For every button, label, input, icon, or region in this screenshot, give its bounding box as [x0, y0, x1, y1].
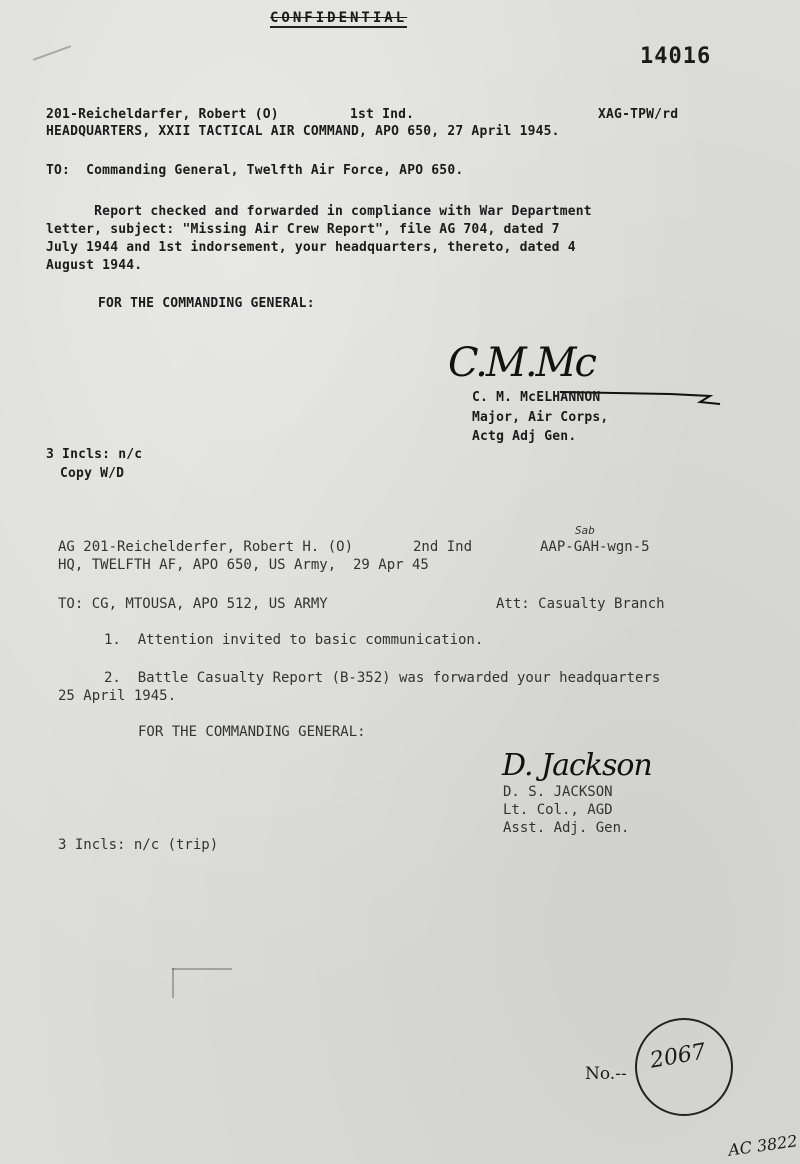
scuff-mark [33, 45, 71, 61]
first-ind-ref: 201-Reicheldarfer, Robert (O) [46, 107, 279, 122]
second-ind-label: 2nd Ind [413, 539, 473, 555]
document-number: 14016 [640, 44, 712, 69]
second-ind-signer-title: Asst. Adj. Gen. [503, 820, 630, 836]
second-ind-office-annotation: Sab [575, 524, 595, 537]
stamp-prefix: No.-- [585, 1064, 627, 1084]
second-ind-att: Att: Casualty Branch [496, 596, 665, 612]
second-ind-office-code: AAP-GAH-wgn-5 [540, 539, 650, 555]
second-ind-headquarters: HQ, TWELFTH AF, APO 650, US Army, 29 Apr 45 [58, 557, 429, 573]
first-ind-signer-name: C. M. McELHANNON [472, 390, 601, 405]
stamp-number: 2067 [648, 1039, 708, 1074]
first-ind-signer-title: Actg Adj Gen. [472, 429, 577, 444]
first-ind-for-line: FOR THE COMMANDING GENERAL: [98, 296, 315, 311]
first-ind-body-line: Report checked and forwarded in compliance with War Department [46, 204, 592, 219]
second-ind-signer-name: D. S. JACKSON [503, 784, 613, 800]
second-ind-for-line: FOR THE COMMANDING GENERAL: [138, 724, 366, 740]
scuff-mark [172, 968, 232, 970]
first-ind-to: TO: Commanding General, Twelfth Air Force, APO 650. [46, 163, 464, 178]
corner-note: AC 3822 [727, 1131, 799, 1160]
first-ind-body-line: August 1944. [46, 258, 143, 273]
first-ind-label: 1st Ind. [350, 107, 415, 122]
second-ind-ref: AG 201-Reichelderfer, Robert H. (O) [58, 539, 354, 555]
first-ind-signer-rank: Major, Air Corps, [472, 410, 609, 425]
second-ind-item-2: 2. Battle Casualty Report (B-352) was forwarded your headquarters [104, 670, 661, 686]
first-ind-office-code: XAG-TPW/rd [598, 107, 679, 122]
scuff-mark [172, 968, 174, 998]
first-ind-body-line: letter, subject: "Missing Air Crew Report", file AG 704, dated 7 [46, 222, 560, 237]
first-ind-body-line: July 1944 and 1st indorsement, your headquarters, thereto, dated 4 [46, 240, 576, 255]
second-ind-item-1: 1. Attention invited to basic communication. [104, 632, 484, 648]
second-ind-signature: D. Jackson [502, 748, 652, 783]
second-ind-signer-rank: Lt. Col., AGD [503, 802, 613, 818]
first-ind-copy: Copy W/D [60, 466, 125, 481]
second-ind-incls: 3 Incls: n/c (trip) [58, 837, 219, 853]
first-ind-signature: C.M.Mc [448, 340, 595, 386]
classification-marking: CONFIDENTIAL [270, 10, 408, 26]
first-ind-headquarters: HEADQUARTERS, XXII TACTICAL AIR COMMAND, APO 650, 27 April 1945. [46, 124, 560, 139]
first-ind-incls: 3 Incls: n/c [46, 447, 143, 462]
second-ind-to: TO: CG, MTOUSA, APO 512, US ARMY [58, 596, 328, 612]
second-ind-item-2-cont: 25 April 1945. [58, 688, 177, 704]
